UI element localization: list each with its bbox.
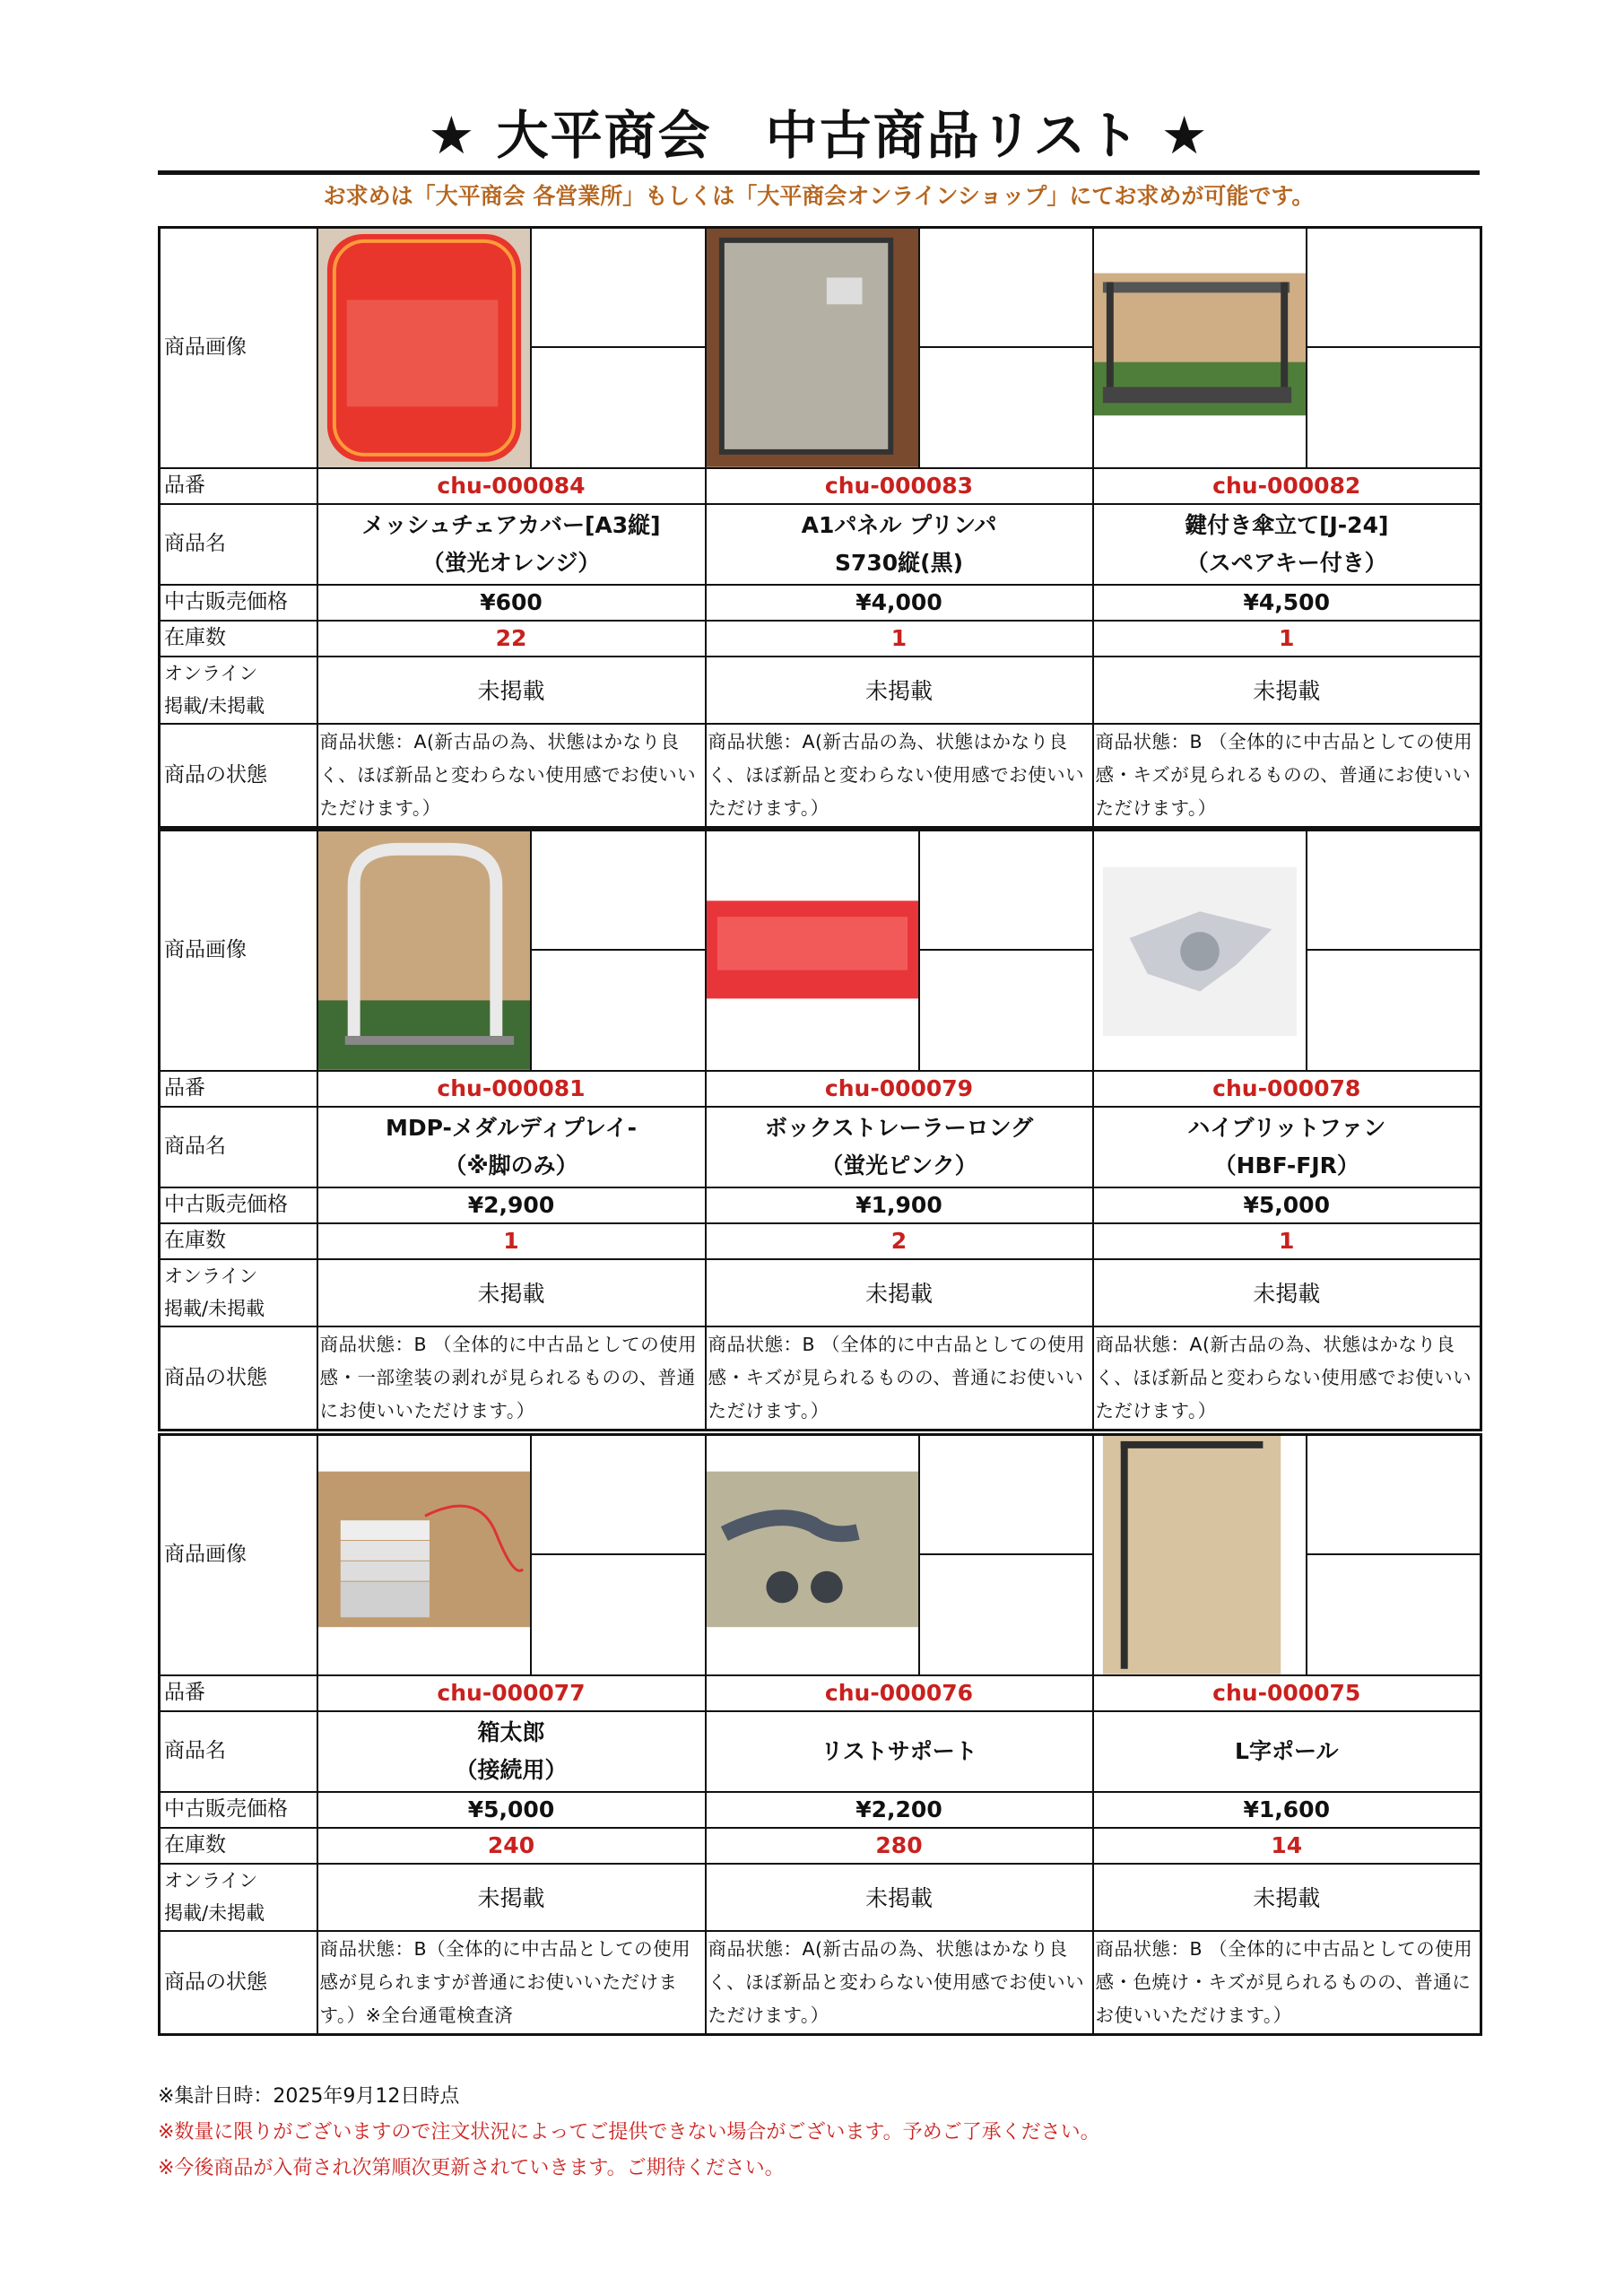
product-name: リストサポート xyxy=(706,1711,1093,1792)
page-title: ★ 大平商会 中古商品リスト ★ xyxy=(428,105,1210,166)
product-stock: 1 xyxy=(317,1223,706,1259)
product-online-status: 未掲載 xyxy=(317,1864,706,1932)
product-image-cell xyxy=(317,1435,706,1675)
label-condition: 商品の状態 xyxy=(160,1326,317,1431)
label-code: 品番 xyxy=(160,468,317,504)
product-condition: 商品状態：A(新古品の為、状態はかなり良く、ほぼ新品と変わらない使用感でお使いいただけます。） xyxy=(706,1931,1093,2035)
product-code: chu-000078 xyxy=(1093,1071,1481,1107)
label-name: 商品名 xyxy=(160,504,317,585)
page-subtitle: お求めは「大平商会 各営業所」もしくは「大平商会オンラインショップ」にてお求めが可能です。 xyxy=(323,183,1315,209)
product-code: chu-000083 xyxy=(706,468,1093,504)
product-image-cell xyxy=(317,228,706,468)
product-price: ¥4,500 xyxy=(1093,585,1481,621)
label-name: 商品名 xyxy=(160,1107,317,1187)
product-stock: 22 xyxy=(317,621,706,657)
wrist-support-photo xyxy=(707,1436,920,1674)
product-stock: 14 xyxy=(1093,1828,1481,1864)
product-code: chu-000076 xyxy=(706,1675,1093,1711)
product-online-status: 未掲載 xyxy=(1093,657,1481,725)
red-mesh-chair-cover-photo xyxy=(318,229,532,467)
product-name: A1パネル プリンパ S730縦(黒) xyxy=(706,504,1093,585)
label-price: 中古販売価格 xyxy=(160,585,317,621)
l-pole-photo xyxy=(1094,1436,1307,1674)
product-code: chu-000079 xyxy=(706,1071,1093,1107)
product-price: ¥600 xyxy=(317,585,706,621)
umbrella-stand-photo xyxy=(1094,229,1307,467)
product-condition: 商品状態：A(新古品の為、状態はかなり良く、ほぼ新品と変わらない使用感でお使いいただけます。） xyxy=(317,724,706,828)
product-condition: 商品状態：B （全体的に中古品としての使用感・色焼け・キズが見られるものの、普通にお使いいただけます。） xyxy=(1093,1931,1481,2035)
label-code: 品番 xyxy=(160,1071,317,1107)
product-condition: 商品状態：B （全体的に中古品としての使用感・一部塗装の剥れが見られるものの、普通にお使いいただけます。） xyxy=(317,1326,706,1431)
product-code: chu-000077 xyxy=(317,1675,706,1711)
product-name: 箱太郎 （接続用） xyxy=(317,1711,706,1792)
label-condition: 商品の状態 xyxy=(160,724,317,828)
label-online: オンライン 掲載/未掲載 xyxy=(160,657,317,725)
product-code: chu-000082 xyxy=(1093,468,1481,504)
label-stock: 在庫数 xyxy=(160,621,317,657)
product-code: chu-000084 xyxy=(317,468,706,504)
product-price: ¥1,600 xyxy=(1093,1792,1481,1828)
product-price: ¥5,000 xyxy=(1093,1187,1481,1223)
label-image: 商品画像 xyxy=(160,1435,317,1675)
footer-note-date: ※集計日時：2025年9月12日時点 xyxy=(158,2085,460,2108)
product-stock: 240 xyxy=(317,1828,706,1864)
product-stock: 1 xyxy=(706,621,1093,657)
product-image-cell xyxy=(1093,1435,1481,1675)
product-stock: 1 xyxy=(1093,621,1481,657)
product-price: ¥4,000 xyxy=(706,585,1093,621)
product-online-status: 未掲載 xyxy=(1093,1864,1481,1932)
footer-note-update: ※今後商品が入荷され次第順次更新されていきます。ご期待ください。 xyxy=(158,2157,785,2179)
product-price: ¥5,000 xyxy=(317,1792,706,1828)
product-condition: 商品状態：B（全体的に中古品としての使用感が見られますが普通にお使いいただけます。）※全台通電検査済 xyxy=(317,1931,706,2035)
product-block-1 xyxy=(158,226,1482,829)
product-name: MDP-メダルディプレイ- （※脚のみ） xyxy=(317,1107,706,1187)
footer-notes xyxy=(158,2079,1480,2187)
product-condition: 商品状態：B （全体的に中古品としての使用感・キズが見られるものの、普通にお使いいただけます。） xyxy=(706,1326,1093,1431)
stacked-boxes-photo xyxy=(318,1436,532,1674)
product-name: L字ポール xyxy=(1093,1711,1481,1792)
label-price: 中古販売価格 xyxy=(160,1187,317,1223)
product-condition: 商品状態：A(新古品の為、状態はかなり良く、ほぼ新品と変わらない使用感でお使いいただけます。） xyxy=(706,724,1093,828)
product-name: ボックストレーラーロング （蛍光ピンク） xyxy=(706,1107,1093,1187)
product-image-cell xyxy=(706,831,1093,1071)
product-price: ¥2,900 xyxy=(317,1187,706,1223)
hybrid-fan-photo xyxy=(1094,831,1307,1070)
product-price: ¥1,900 xyxy=(706,1187,1093,1223)
poster-panel-frame-photo xyxy=(707,229,920,467)
label-image: 商品画像 xyxy=(160,228,317,468)
label-condition: 商品の状態 xyxy=(160,1931,317,2035)
pink-tray-photo xyxy=(707,831,920,1070)
label-code: 品番 xyxy=(160,1675,317,1711)
product-name: メッシュチェアカバー[A3縦] （蛍光オレンジ） xyxy=(317,504,706,585)
product-online-status: 未掲載 xyxy=(706,1259,1093,1327)
product-image-cell xyxy=(706,1435,1093,1675)
product-online-status: 未掲載 xyxy=(1093,1259,1481,1327)
medal-display-stand-photo xyxy=(318,831,532,1070)
product-name: 鍵付き傘立て[J-24] （スペアキー付き） xyxy=(1093,504,1481,585)
label-online: オンライン 掲載/未掲載 xyxy=(160,1864,317,1932)
product-price: ¥2,200 xyxy=(706,1792,1093,1828)
product-online-status: 未掲載 xyxy=(706,657,1093,725)
product-online-status: 未掲載 xyxy=(317,657,706,725)
product-online-status: 未掲載 xyxy=(706,1864,1093,1932)
product-condition: 商品状態：A(新古品の為、状態はかなり良く、ほぼ新品と変わらない使用感でお使いいただけます。） xyxy=(1093,1326,1481,1431)
label-image: 商品画像 xyxy=(160,831,317,1071)
product-image-cell xyxy=(317,831,706,1071)
product-code: chu-000075 xyxy=(1093,1675,1481,1711)
product-stock: 2 xyxy=(706,1223,1093,1259)
product-image-cell xyxy=(706,228,1093,468)
product-image-cell xyxy=(1093,831,1481,1071)
product-condition: 商品状態：B （全体的に中古品としての使用感・キズが見られるものの、普通にお使いいただけます。） xyxy=(1093,724,1481,828)
product-block-3 xyxy=(158,1433,1482,2036)
product-block-2 xyxy=(158,829,1482,1431)
label-stock: 在庫数 xyxy=(160,1828,317,1864)
title-underline xyxy=(158,170,1480,175)
product-stock: 1 xyxy=(1093,1223,1481,1259)
footer-note-quantity: ※数量に限りがございますので注文状況によってご提供できない場合がございます。予めご了承ください。 xyxy=(158,2121,1100,2144)
product-image-cell xyxy=(1093,228,1481,468)
label-name: 商品名 xyxy=(160,1711,317,1792)
product-code: chu-000081 xyxy=(317,1071,706,1107)
label-stock: 在庫数 xyxy=(160,1223,317,1259)
product-name: ハイブリットファン （HBF-FJR） xyxy=(1093,1107,1481,1187)
label-price: 中古販売価格 xyxy=(160,1792,317,1828)
product-stock: 280 xyxy=(706,1828,1093,1864)
label-online: オンライン 掲載/未掲載 xyxy=(160,1259,317,1327)
product-online-status: 未掲載 xyxy=(317,1259,706,1327)
